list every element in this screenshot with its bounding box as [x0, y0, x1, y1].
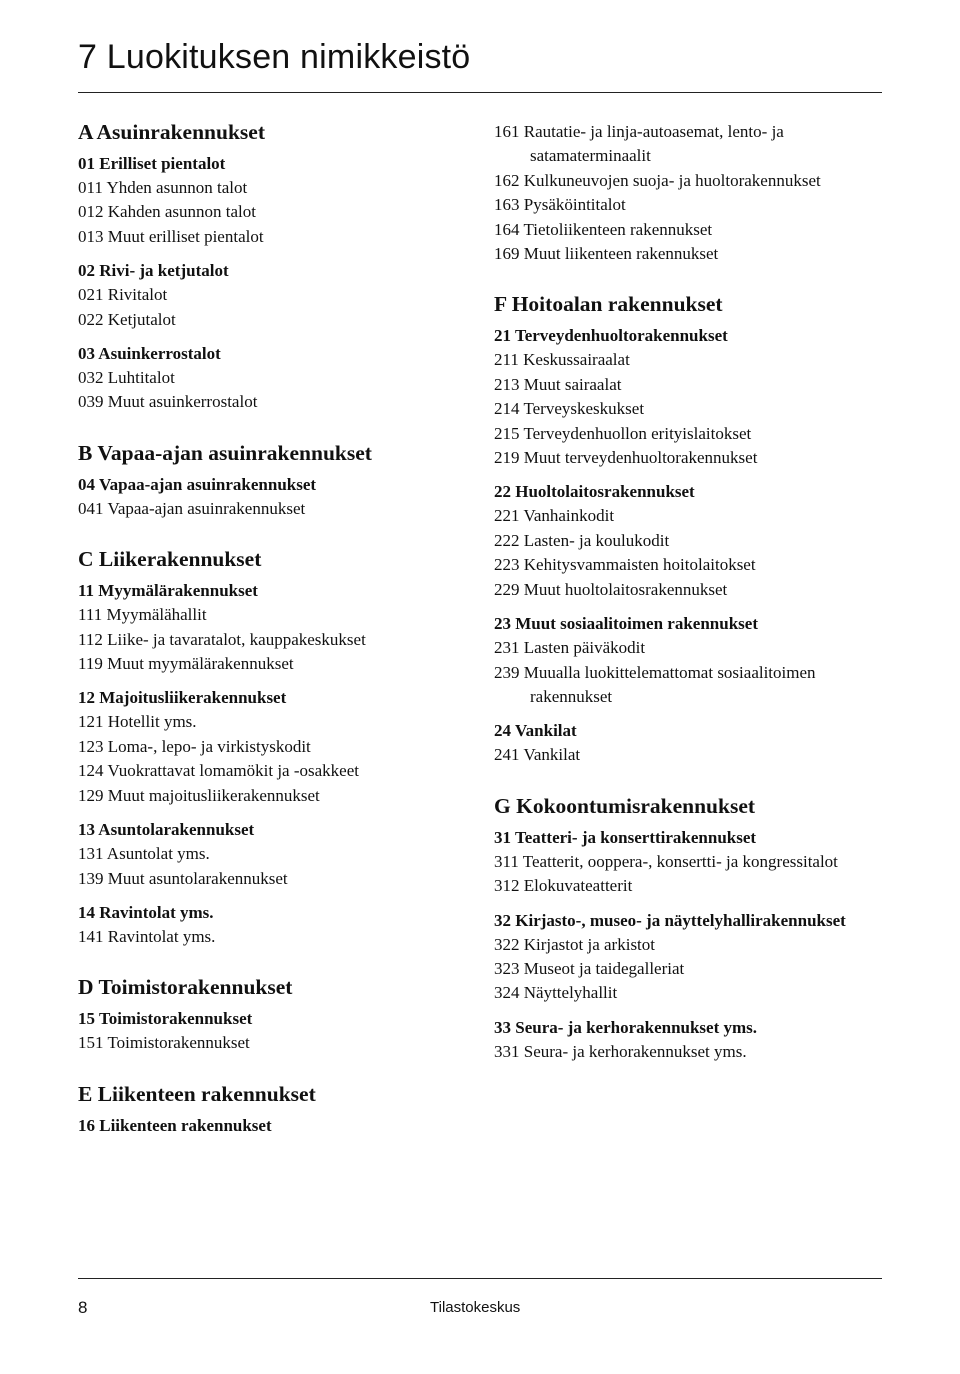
list-item: 162 Kulkuneuvojen suoja- ja huoltorakennukset — [494, 170, 821, 190]
list-item: 123 Loma-, lepo- ja virkistyskodit — [78, 736, 311, 756]
list-item: 229 Muut huoltolaitosrakennukset — [494, 579, 728, 599]
list-item: 331 Seura- ja kerhorakennukset yms. — [494, 1041, 747, 1061]
section-heading-a: A Asuinrakennukset — [78, 120, 266, 144]
list-item: 222 Lasten- ja koulukodit — [494, 530, 670, 550]
footer-divider — [78, 1278, 882, 1279]
list-item: 041 Vapaa-ajan asuinrakennukset — [78, 498, 306, 518]
section-heading-b: B Vapaa-ajan asuinrakennukset — [78, 440, 372, 465]
list-item: 124 Vuokrattavat lomamökit ja -osakkeet — [78, 761, 359, 781]
list-item: 311 Teatterit, ooppera-, konsertti- ja kongressitalot — [494, 851, 838, 871]
group-heading-13: 13 Asuntolarakennukset — [78, 820, 255, 840]
list-item: 312 Elokuvateatterit — [494, 876, 633, 896]
list-item: 322 Kirjastot ja arkistot — [494, 934, 656, 954]
list-item: 164 Tietoliikenteen rakennukset — [494, 219, 713, 239]
list-item: 239 Muualla luokittelemattomat sosiaalitoimen rakennukset — [494, 662, 816, 706]
list-item: 151 Toimistorakennukset — [78, 1033, 250, 1053]
list-item: 223 Kehitysvammaisten hoitolaitokset — [494, 555, 756, 575]
group-heading-15: 15 Toimistorakennukset — [78, 1009, 253, 1029]
group-heading-04: 04 Vapaa-ajan asuinrakennukset — [78, 474, 317, 494]
section-heading-e: E Liikenteen rakennukset — [78, 1081, 316, 1106]
list-item: 324 Näyttelyhallit — [494, 983, 618, 1003]
list-item: 112 Liike- ja tavaratalot, kauppakeskukset — [78, 629, 366, 649]
list-item: 119 Muut myymälärakennukset — [78, 654, 294, 674]
list-item: 131 Asuntolat yms. — [78, 844, 210, 864]
list-item: 022 Ketjutalot — [78, 309, 176, 329]
group-heading-31: 31 Teatteri- ja konserttirakennukset — [494, 827, 757, 847]
group-heading-23: 23 Muut sosiaalitoimen rakennukset — [494, 614, 758, 634]
group-heading-12: 12 Majoitusliikerakennukset — [78, 688, 287, 708]
list-item: 214 Terveyskeskukset — [494, 399, 645, 419]
page-title: 7 Luokituksen nimikkeistö — [78, 38, 471, 76]
list-item: 219 Muut terveydenhuoltorakennukset — [494, 448, 758, 468]
list-item: 139 Muut asuntolarakennukset — [78, 868, 288, 888]
list-item: 039 Muut asuinkerrostalot — [78, 392, 258, 412]
page-number: 8 — [78, 1298, 88, 1317]
list-item: 141 Ravintolat yms. — [78, 926, 216, 946]
list-item: 323 Museot ja taidegalleriat — [494, 958, 685, 978]
group-heading-01: 01 Erilliset pientalot — [78, 154, 226, 173]
group-heading-21: 21 Terveydenhuoltorakennukset — [494, 326, 728, 346]
group-heading-32: 32 Kirjasto-, museo- ja näyttelyhallirakennukset — [494, 910, 846, 930]
list-item: 161 Rautatie- ja linja-autoasemat, lento- ja satamaterminaalit — [494, 122, 784, 166]
list-item: 013 Muut erilliset pientalot — [78, 226, 264, 246]
right-column — [494, 120, 894, 1064]
group-heading-33: 33 Seura- ja kerhorakennukset yms. — [494, 1017, 758, 1037]
section-heading-f: F Hoitoalan rakennukset — [494, 292, 723, 317]
list-item: 231 Lasten päiväkodit — [494, 638, 646, 658]
list-item: 121 Hotellit yms. — [78, 712, 197, 732]
list-item: 012 Kahden asunnon talot — [78, 202, 256, 222]
list-item: 011 Yhden asunnon talot — [78, 178, 248, 197]
list-item: 021 Rivitalot — [78, 285, 168, 305]
list-item: 215 Terveydenhuollon erityislaitokset — [494, 423, 752, 443]
group-heading-11: 11 Myymälärakennukset — [78, 581, 258, 601]
left-column — [78, 118, 458, 1138]
group-heading-02: 02 Rivi- ja ketjutalot — [78, 261, 229, 281]
section-heading-g: G Kokoontumisrakennukset — [494, 793, 756, 818]
publisher-name: Tilastokeskus — [430, 1299, 521, 1316]
group-heading-14: 14 Ravintolat yms. — [78, 902, 214, 922]
group-heading-22: 22 Huoltolaitosrakennukset — [494, 482, 695, 502]
list-item: 111 Myymälähallit — [78, 605, 207, 625]
list-item: 169 Muut liikenteen rakennukset — [494, 244, 719, 264]
list-item: 032 Luhtitalot — [78, 368, 175, 388]
group-heading-24: 24 Vankilat — [494, 721, 577, 741]
section-heading-d: D Toimistorakennukset — [78, 975, 293, 1000]
list-item: 221 Vanhainkodit — [494, 506, 615, 526]
group-heading-16: 16 Liikenteen rakennukset — [78, 1115, 272, 1135]
list-item: 129 Muut majoitusliikerakennukset — [78, 785, 320, 805]
title-divider — [78, 92, 882, 93]
group-heading-03: 03 Asuinkerrostalot — [78, 344, 221, 364]
list-item: 211 Keskussairaalat — [494, 350, 630, 370]
section-heading-c: C Liikerakennukset — [78, 547, 262, 572]
list-item: 241 Vankilat — [494, 745, 581, 765]
list-item: 213 Muut sairaalat — [494, 374, 622, 394]
list-item: 163 Pysäköintitalot — [494, 195, 626, 215]
